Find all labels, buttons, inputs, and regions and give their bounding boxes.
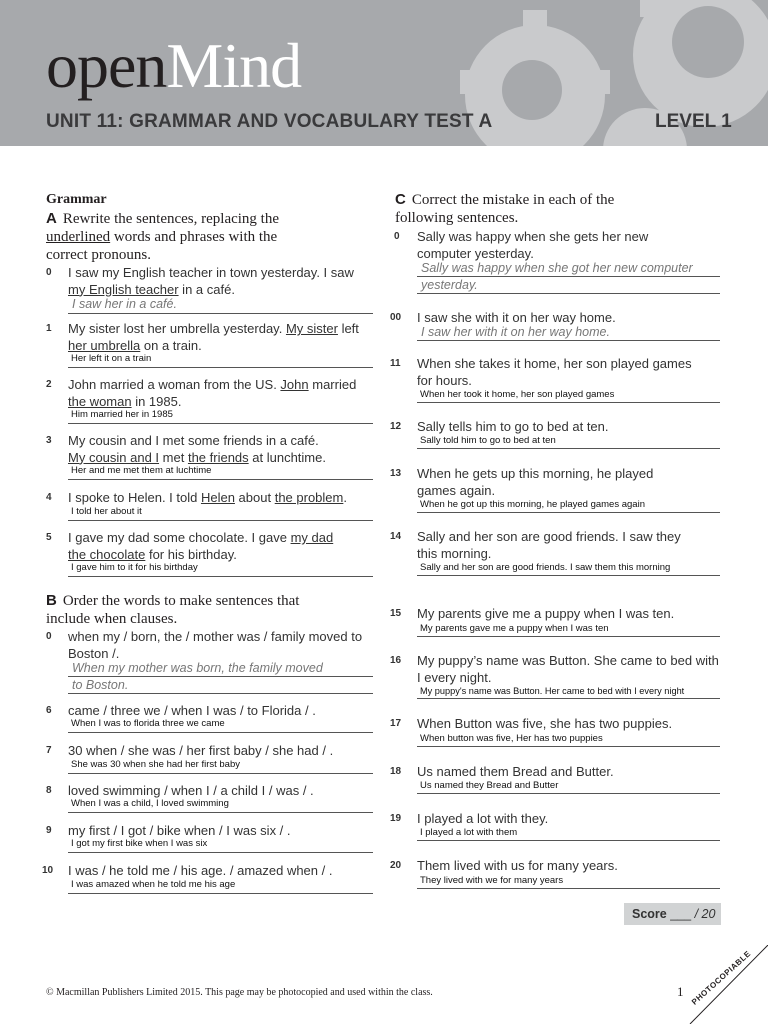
question-a1: My sister lost her umbrella yesterday. My sister left her umbrella on a train. bbox=[68, 321, 359, 353]
question-c19: I played a lot with they. bbox=[417, 811, 549, 826]
answer-b10[interactable]: I was amazed when he told me his age bbox=[71, 879, 236, 890]
item-number: 12 bbox=[390, 421, 402, 432]
answer-c18[interactable]: Us named they Bread and Butter bbox=[420, 780, 559, 791]
answer-c11[interactable]: When her took it home, her son played games bbox=[420, 389, 615, 400]
photocopiable-label: PHOTOCOPIABLE bbox=[690, 949, 753, 1007]
item-number: 7 bbox=[46, 745, 52, 756]
answer-line bbox=[68, 313, 373, 314]
question-c0: Sally was happy when she gets her new computer yesterday. bbox=[417, 229, 649, 261]
section-b-instructions: B Order the words to make sentences that include when clauses. bbox=[46, 592, 300, 627]
question-a4: I spoke to Helen. I told Helen about the problem. bbox=[68, 490, 347, 505]
openmind-logo: openMind bbox=[46, 30, 302, 101]
page-header bbox=[0, 0, 768, 146]
item-number: 0 bbox=[394, 231, 400, 242]
answer-b9[interactable]: I got my first bike when I was six bbox=[71, 838, 208, 849]
answer-a0: I saw her in a café. bbox=[72, 297, 177, 311]
answer-b0-line2: to Boston. bbox=[72, 678, 129, 692]
item-number: 5 bbox=[46, 532, 52, 543]
answer-c19[interactable]: I played a lot with them bbox=[420, 827, 518, 838]
answer-line bbox=[68, 520, 373, 521]
item-number: 6 bbox=[46, 705, 52, 716]
item-number: 2 bbox=[46, 379, 52, 390]
answer-b0-line1: When my mother was born, the family moved bbox=[72, 661, 323, 675]
answer-c16[interactable]: My puppy's name was Button. Her came to bed with I every night bbox=[420, 686, 685, 696]
item-number: 13 bbox=[390, 468, 402, 479]
item-number: 20 bbox=[390, 860, 402, 871]
score-label: Score bbox=[632, 907, 667, 921]
answer-c17[interactable]: When button was five, Her has two puppies bbox=[420, 733, 603, 744]
question-c12: Sally tells him to go to bed at ten. bbox=[417, 419, 609, 434]
answer-line bbox=[68, 852, 373, 853]
item-number: 3 bbox=[46, 435, 52, 446]
item-number: 0 bbox=[46, 267, 52, 278]
page-number: 1 bbox=[677, 984, 684, 999]
unit-title: UNIT 11: GRAMMAR AND VOCABULARY TEST A bbox=[46, 111, 493, 132]
item-number: 19 bbox=[390, 813, 402, 824]
question-c20: Them lived with us for many years. bbox=[417, 858, 618, 873]
question-a2: John married a woman from the US. John married the woman in 1985. bbox=[68, 377, 357, 409]
item-number: 15 bbox=[390, 608, 402, 619]
item-number: 9 bbox=[46, 825, 52, 836]
question-c00: I saw she with it on her way home. bbox=[417, 310, 616, 325]
item-number: 4 bbox=[46, 492, 52, 503]
answer-line bbox=[417, 575, 720, 576]
answer-a2[interactable]: Him married her in 1985 bbox=[71, 409, 173, 420]
answer-c12[interactable]: Sally told him to go to bed at ten bbox=[420, 435, 556, 446]
item-number: 11 bbox=[390, 358, 401, 369]
question-c15: My parents give me a puppy when I was ten. bbox=[417, 606, 675, 621]
item-number: 8 bbox=[46, 785, 52, 796]
score-total: / 20 bbox=[694, 907, 716, 921]
answer-line bbox=[68, 576, 373, 577]
question-a3: My cousin and I met some friends in a café. My cousin and I met the friends at lunchtime. bbox=[68, 433, 326, 465]
question-b0: when my / born, the / mother was / family moved to Boston /. bbox=[68, 629, 363, 661]
question-a5: I gave my dad some chocolate. I gave my dad the chocolate for his birthday. bbox=[68, 530, 334, 562]
answer-c0-line2: yesterday. bbox=[421, 278, 478, 292]
question-c16: My puppy’s name was Button. She came to bed with I every night. bbox=[417, 653, 719, 685]
answer-b6[interactable]: When I was to florida three we came bbox=[71, 718, 225, 729]
question-c11: When she takes it home, her son played games for hours. bbox=[417, 356, 692, 388]
question-b6: came / three we / when I was / to Florida / . bbox=[68, 703, 316, 718]
item-number: 00 bbox=[390, 312, 402, 323]
answer-line bbox=[417, 746, 720, 747]
item-number: 17 bbox=[390, 718, 402, 729]
answer-a3[interactable]: Her and me met them at luchtime bbox=[71, 465, 212, 476]
item-number: 14 bbox=[390, 531, 402, 542]
answer-line bbox=[68, 479, 373, 480]
question-c18: Us named them Bread and Butter. bbox=[417, 764, 614, 779]
answer-a1[interactable]: Her left it on a train bbox=[71, 353, 152, 364]
answer-line bbox=[417, 340, 720, 341]
item-number: 16 bbox=[390, 655, 402, 666]
answer-a4[interactable]: I told her about it bbox=[71, 506, 142, 517]
answer-line bbox=[417, 448, 720, 449]
question-c13: When he gets up this morning, he played games again. bbox=[417, 466, 654, 498]
answer-c20[interactable]: They lived with we for many years bbox=[420, 875, 564, 886]
answer-b7[interactable]: She was 30 when she had her first baby bbox=[71, 759, 240, 770]
score-box bbox=[624, 903, 721, 925]
answer-line bbox=[68, 367, 373, 368]
answer-line bbox=[417, 698, 720, 699]
answer-line bbox=[417, 793, 720, 794]
answer-line bbox=[68, 423, 373, 424]
question-b10: I was / he told me / his age. / amazed when / . bbox=[68, 863, 333, 878]
answer-c13[interactable]: When he got up this morning, he played games again bbox=[420, 499, 645, 510]
item-number: 1 bbox=[46, 323, 52, 334]
question-b7: 30 when / she was / her first baby / she had / . bbox=[68, 743, 334, 758]
answer-line bbox=[68, 732, 373, 733]
answer-line bbox=[68, 812, 373, 813]
copyright-footer: © Macmillan Publishers Limited 2015. This page may be photocopied and used within the class. bbox=[46, 987, 433, 998]
answer-a5[interactable]: I gave him to it for his birthday bbox=[71, 562, 198, 573]
answer-line bbox=[68, 773, 373, 774]
answer-c0-line1: Sally was happy when she got her new computer bbox=[421, 261, 693, 275]
score-blank[interactable]: ___ bbox=[670, 907, 692, 921]
question-b8: loved swimming / when I / a child I / was / . bbox=[68, 783, 314, 798]
question-b9: my first / I got / bike when / I was six / . bbox=[68, 823, 291, 838]
question-c14: Sally and her son are good friends. I saw they this morning. bbox=[417, 529, 681, 561]
section-c-instructions: C Correct the mistake in each of the following sentences. bbox=[395, 191, 615, 226]
answer-line bbox=[417, 636, 720, 637]
level-label: LEVEL 1 bbox=[655, 111, 732, 132]
item-number: 0 bbox=[46, 631, 52, 642]
question-c17: When Button was five, she has two puppies. bbox=[417, 716, 673, 731]
answer-line bbox=[417, 402, 720, 403]
answer-line bbox=[68, 693, 373, 694]
grammar-heading: Grammar bbox=[46, 192, 107, 207]
answer-line bbox=[417, 888, 720, 889]
item-number: 18 bbox=[390, 766, 402, 777]
answer-line bbox=[417, 512, 720, 513]
answer-b8[interactable]: When I was a child, I loved swimming bbox=[71, 798, 229, 809]
question-a0: I saw my English teacher in town yesterday. I saw my English teacher in a café. bbox=[68, 265, 354, 297]
answer-line bbox=[417, 840, 720, 841]
answer-line bbox=[68, 893, 373, 894]
answer-c14[interactable]: Sally and her son are good friends. I saw them this morning bbox=[420, 562, 671, 573]
section-a-instructions: A Rewrite the sentences, replacing the underlined words and phrases with the correct pronouns. bbox=[46, 210, 280, 263]
answer-line bbox=[417, 293, 720, 294]
answer-c00: I saw her with it on her way home. bbox=[421, 325, 610, 339]
answer-c15[interactable]: My parents gave me a puppy when I was ten bbox=[420, 623, 609, 634]
item-number: 10 bbox=[42, 865, 54, 876]
